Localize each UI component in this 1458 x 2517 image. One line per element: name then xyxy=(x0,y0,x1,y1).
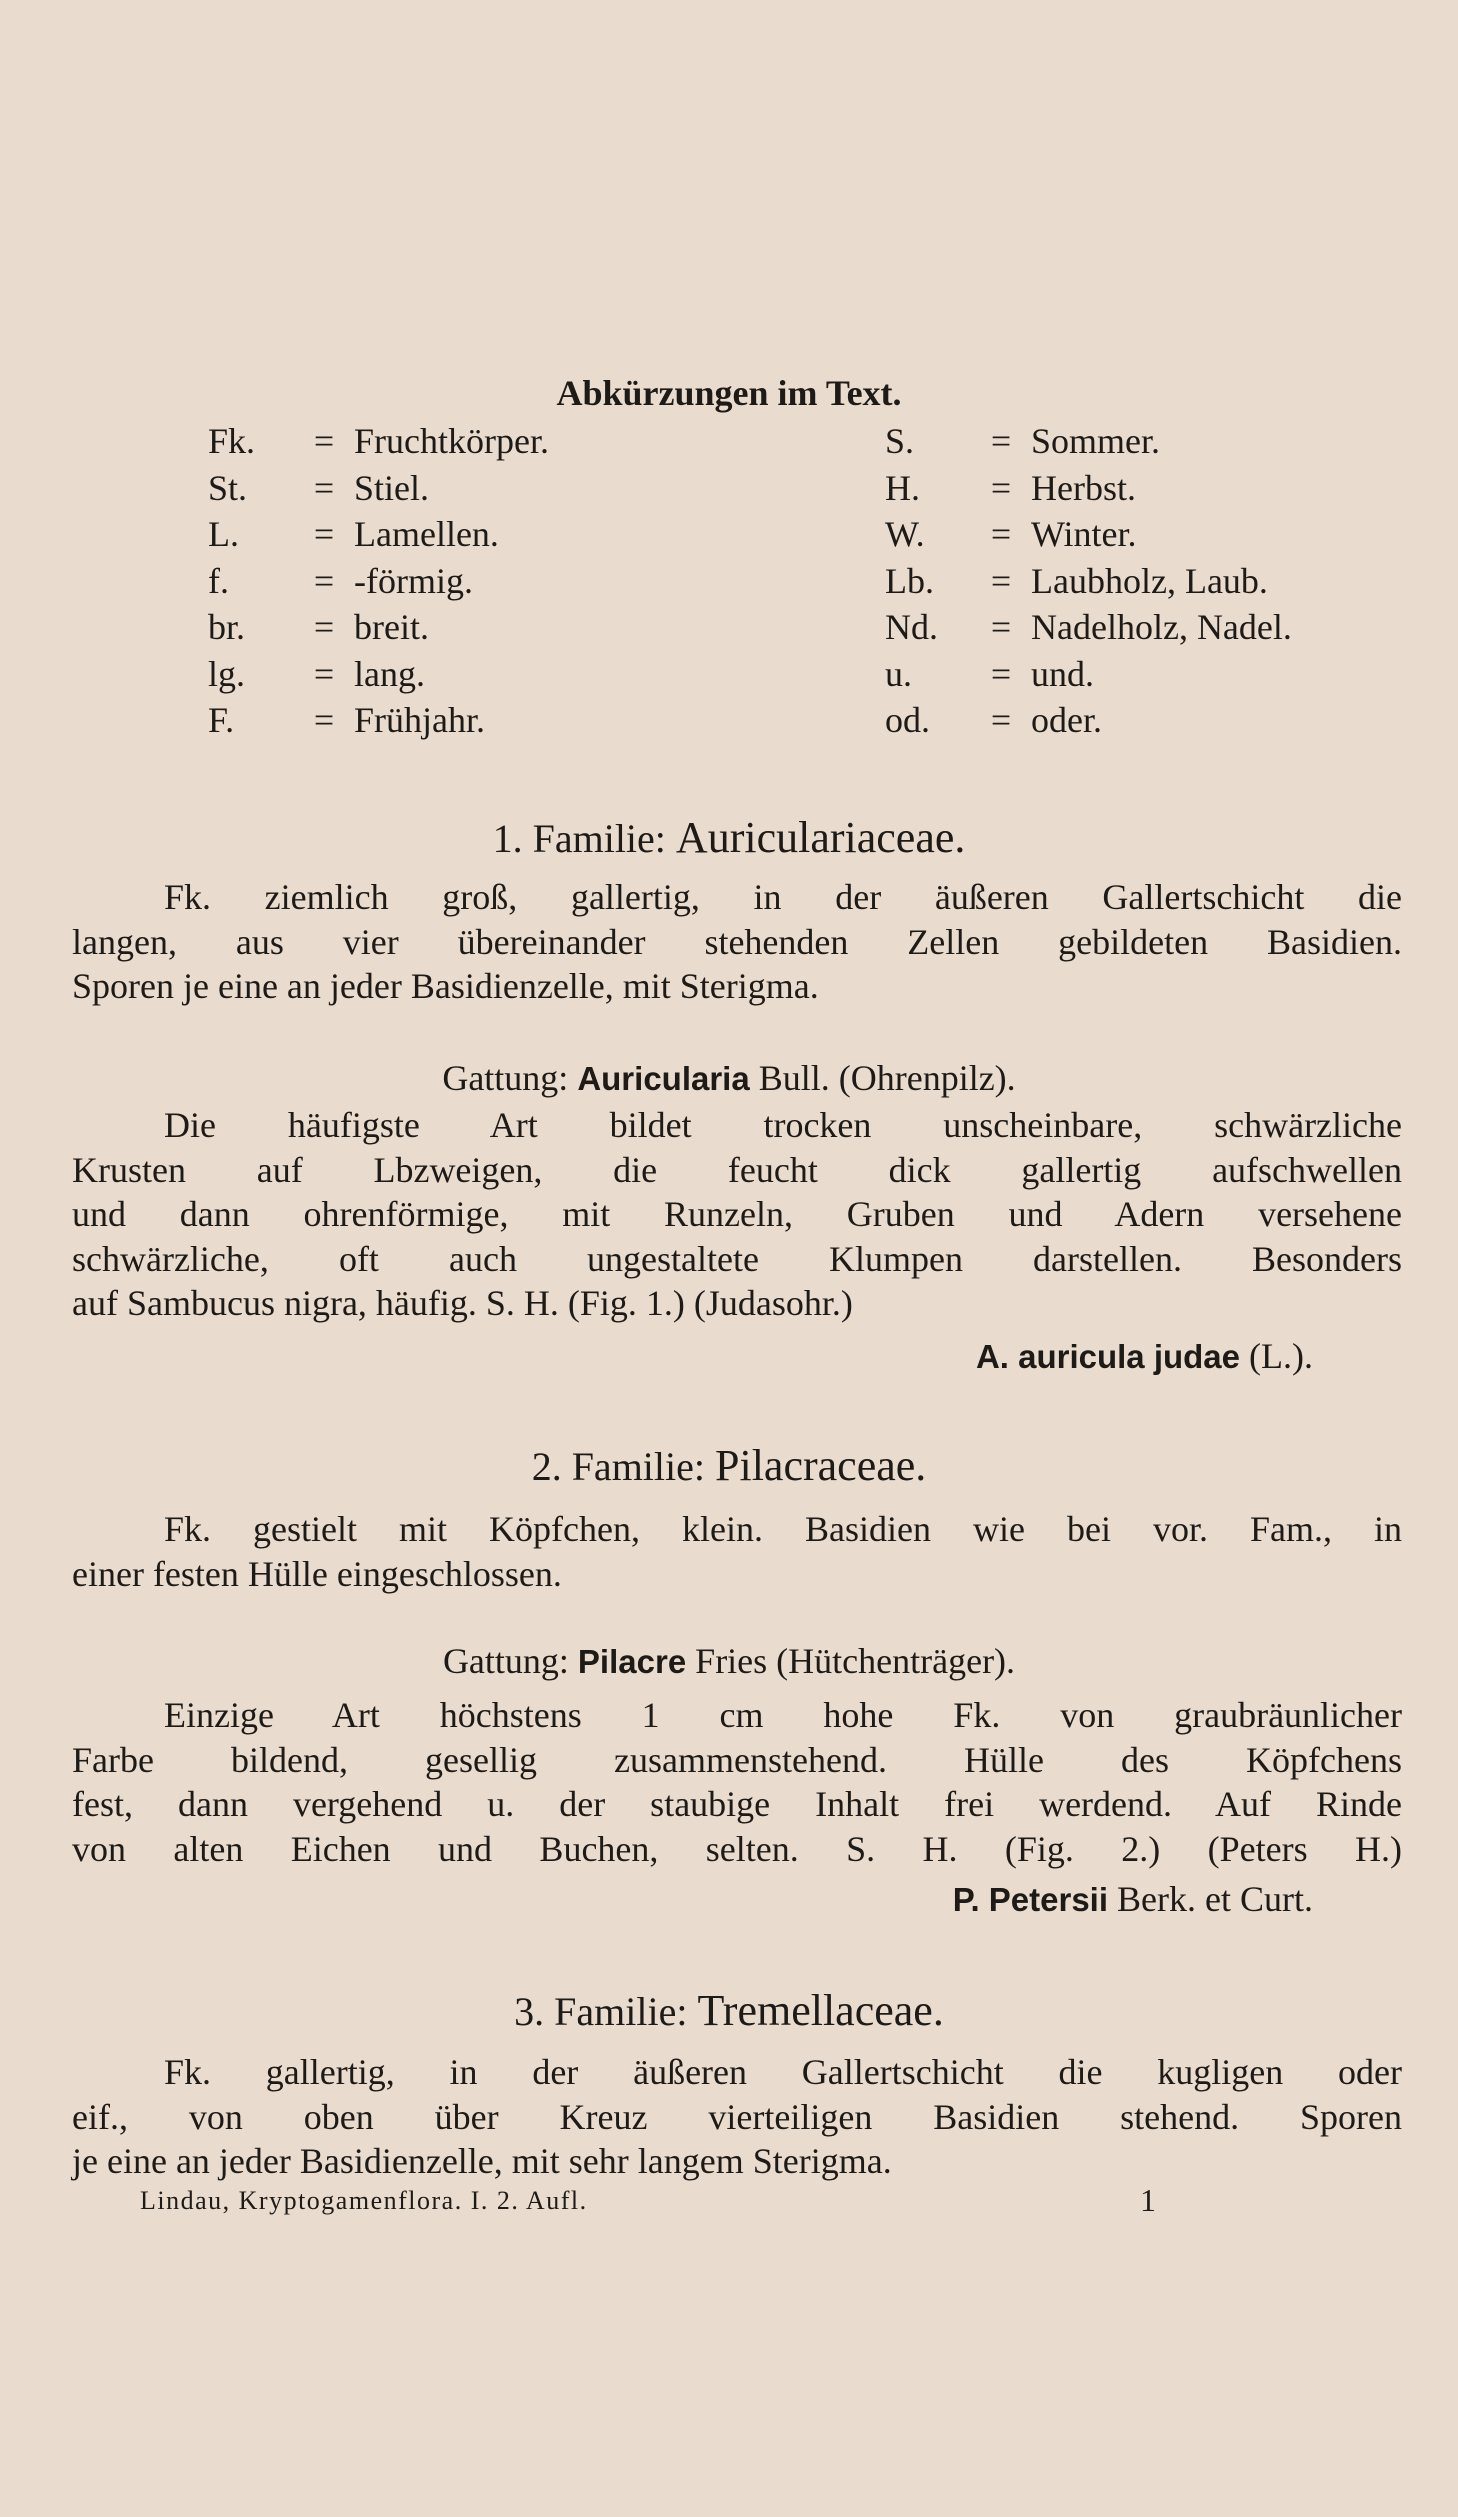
text-line: von alten Eichen und Buchen, selten. S. H. (Fig. 2.) (Peters H.) xyxy=(72,1828,1402,1869)
genus-heading xyxy=(0,1640,1458,1682)
genus-name: Pilacre xyxy=(577,1643,687,1680)
genus-description xyxy=(72,1693,1402,1871)
abbr-value: oder. xyxy=(1031,700,1102,740)
abbr-eq: = xyxy=(990,421,1012,461)
family-description xyxy=(72,2050,1402,2184)
text-line: schwärzliche, oft auch ungestaltete Klumpen darstellen. Besonders xyxy=(72,1238,1402,1279)
text-line: Fk. gestielt mit Köpfchen, klein. Basidien wie bei vor. Fam., in xyxy=(164,1509,1402,1549)
abbreviation-row xyxy=(208,420,549,467)
abbr-eq: = xyxy=(313,467,335,508)
abbreviation-row xyxy=(208,467,549,514)
genus-name: Auricularia xyxy=(577,1060,750,1097)
abbr-key: Lb. xyxy=(885,560,934,601)
family-heading xyxy=(0,812,1458,863)
abbreviation-row xyxy=(885,560,1292,607)
abbr-value: Frühjahr. xyxy=(354,700,485,740)
abbr-value: Sommer. xyxy=(1031,421,1161,461)
text-line: langen, aus vier übereinander stehenden Zellen gebildeten Basidien. xyxy=(72,921,1402,962)
abbreviations-heading: Abkürzungen im Text. xyxy=(556,373,902,413)
abbr-key: F. xyxy=(208,700,235,740)
text-line: Fk. ziemlich groß, gallertig, in der äußeren Gallertschicht die xyxy=(164,877,1402,917)
abbreviation-row xyxy=(208,699,549,746)
species-binomial: A. auricula judae xyxy=(975,1338,1241,1375)
family-description xyxy=(72,1507,1402,1596)
text-line: Krusten auf Lbzweigen, die feucht dick gallertig aufschwellen xyxy=(72,1149,1402,1190)
text-line: Die häufigste Art bildet trocken unscheinbare, schwärzliche xyxy=(164,1105,1402,1145)
text-line: auf Sambucus nigra, häufig. S. H. (Fig. 1.) (Judasohr.) xyxy=(72,1283,853,1323)
abbr-key: f. xyxy=(208,560,229,601)
abbr-eq: = xyxy=(990,653,1012,694)
abbr-value: Laubholz, Laub. xyxy=(1031,560,1268,601)
footer-citation: Lindau, Kryptogamenflora. I. 2. Aufl. xyxy=(140,2186,588,2215)
family-prefix: 3. Familie: xyxy=(514,1989,688,2034)
abbr-key: H. xyxy=(885,467,920,508)
abbr-value: Lamellen. xyxy=(354,514,499,554)
page-number: 1 xyxy=(1140,2182,1156,2218)
family-heading xyxy=(0,1440,1458,1491)
abbr-value: Herbst. xyxy=(1031,467,1136,508)
family-prefix: 1. Familie: xyxy=(492,816,666,861)
text-line: fest, dann vergehend u. der staubige Inhalt frei werdend. Auf Rinde xyxy=(72,1784,1402,1824)
family-name: Auriculariaceae. xyxy=(675,813,966,862)
text-line: je eine an jeder Basidienzelle, mit sehr langem Sterigma. xyxy=(72,2141,892,2181)
abbr-key: S. xyxy=(885,421,915,461)
abbr-eq: = xyxy=(313,560,335,601)
abbr-key: u. xyxy=(885,653,912,694)
text-line: und dann ohrenförmige, mit Runzeln, Gruben und Adern versehene xyxy=(72,1194,1402,1234)
abbr-value: Winter. xyxy=(1031,514,1137,554)
abbr-eq: = xyxy=(313,607,335,647)
abbreviation-row xyxy=(208,560,549,607)
genus-rest: Fries (Hütchenträger). xyxy=(695,1641,1016,1681)
genus-description xyxy=(72,1103,1402,1326)
abbreviation-row xyxy=(885,420,1292,467)
abbr-key: lg. xyxy=(208,653,246,694)
abbreviation-row xyxy=(885,699,1292,746)
abbreviations-right-column xyxy=(885,420,1292,746)
abbr-key: W. xyxy=(885,514,925,554)
text-line: Sporen je eine an jeder Basidienzelle, mit Sterigma. xyxy=(72,966,819,1006)
species-binomial: P. Petersii xyxy=(952,1881,1109,1918)
abbr-eq: = xyxy=(990,514,1012,554)
abbreviation-row xyxy=(885,513,1292,560)
abbr-value: Stiel. xyxy=(354,467,430,508)
abbr-eq: = xyxy=(313,421,335,461)
text-line: Einzige Art höchstens 1 cm hohe Fk. von graubräunlicher xyxy=(164,1695,1402,1735)
family-description xyxy=(72,875,1402,1009)
species-name xyxy=(953,1878,1313,1920)
abbr-eq: = xyxy=(313,514,335,554)
abbreviation-row xyxy=(885,467,1292,514)
abbr-value: lang. xyxy=(354,653,425,694)
text-line: einer festen Hülle eingeschlossen. xyxy=(72,1553,562,1594)
abbreviation-row xyxy=(885,606,1292,653)
genus-rest: Bull. (Ohrenpilz). xyxy=(758,1058,1016,1098)
abbr-eq: = xyxy=(990,607,1012,647)
page-footer xyxy=(140,2182,1160,2218)
abbr-value: -förmig. xyxy=(354,560,473,601)
abbr-value: Nadelholz, Nadel. xyxy=(1031,607,1292,647)
abbr-key: Fk. xyxy=(208,421,256,461)
abbr-key: br. xyxy=(208,607,246,647)
abbr-key: od. xyxy=(885,700,930,740)
family-prefix: 2. Familie: xyxy=(531,1444,706,1489)
abbr-key: L. xyxy=(208,514,239,554)
abbr-eq: = xyxy=(313,700,335,740)
genus-prefix: Gattung: xyxy=(442,1641,569,1681)
abbr-key: Nd. xyxy=(885,607,938,647)
abbr-eq: = xyxy=(990,700,1012,740)
family-name: Pilacraceae. xyxy=(715,1441,927,1490)
species-author: Berk. et Curt. xyxy=(1117,1879,1313,1919)
abbreviations-left-column xyxy=(208,420,549,746)
genus-prefix: Gattung: xyxy=(442,1058,569,1098)
family-heading xyxy=(0,1985,1458,2036)
abbr-eq: = xyxy=(990,467,1012,508)
abbr-value: Fruchtkörper. xyxy=(354,421,549,461)
text-line: eif., von oben über Kreuz vierteiligen Basidien stehend. Sporen xyxy=(72,2096,1402,2137)
species-name xyxy=(976,1335,1313,1377)
abbreviation-row xyxy=(208,653,549,700)
genus-heading xyxy=(0,1057,1458,1099)
abbreviation-row xyxy=(885,653,1292,700)
abbreviation-row xyxy=(208,606,549,653)
species-author: (L.). xyxy=(1249,1336,1313,1376)
abbr-eq: = xyxy=(990,560,1012,601)
abbr-key: St. xyxy=(208,467,248,508)
abbr-value: breit. xyxy=(354,607,429,647)
abbr-eq: = xyxy=(313,653,335,694)
abbreviation-row xyxy=(208,513,549,560)
text-line: Fk. gallertig, in der äußeren Gallertschicht die kugligen oder xyxy=(164,2052,1402,2092)
text-line: Farbe bildend, gesellig zusammenstehend. Hülle des Köpfchens xyxy=(72,1739,1402,1780)
abbr-value: und. xyxy=(1031,653,1094,694)
family-name: Tremellaceae. xyxy=(697,1986,944,2035)
